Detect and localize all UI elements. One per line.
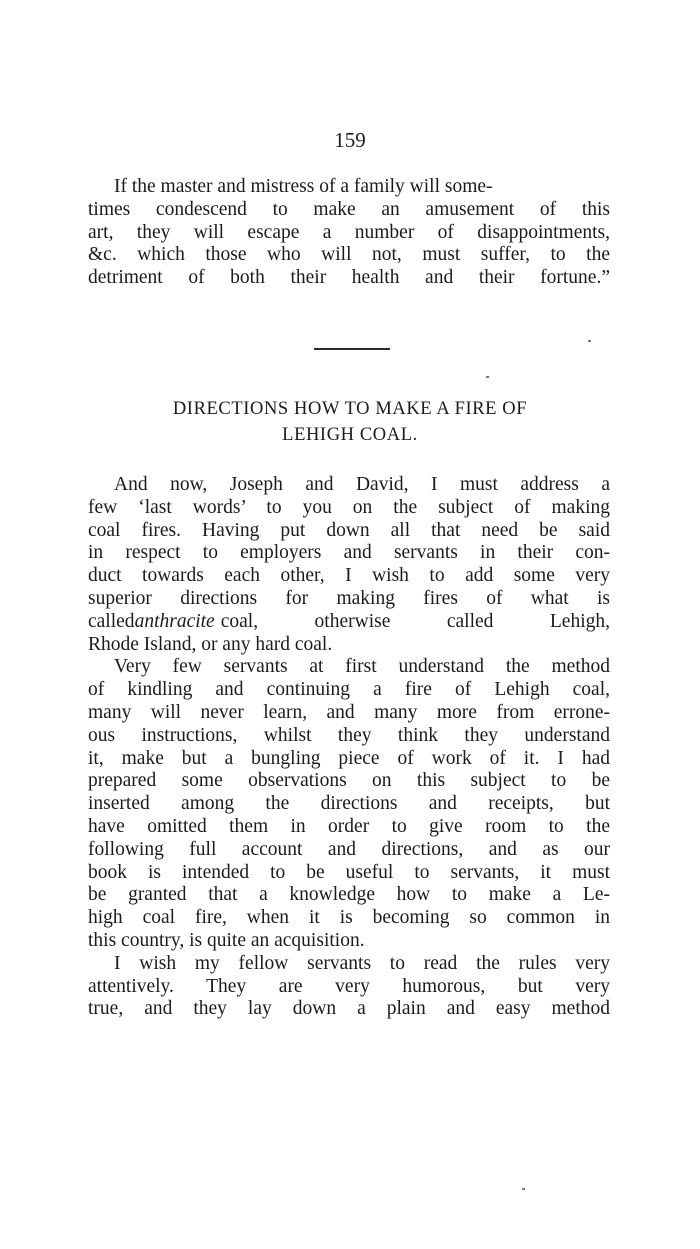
section-heading-line-2: LEHIGH COAL.: [282, 425, 418, 445]
text-line: many will never learn, and many more from errone-: [88, 701, 610, 723]
section-divider-rule: [314, 348, 390, 350]
page-number: 159: [334, 128, 366, 152]
text-line: inserted among the directions and receipts, but: [88, 793, 610, 815]
text-line: true, and they lay down a plain and easy method: [88, 998, 610, 1020]
text-line: high coal fire, when it is becoming so common in: [88, 907, 610, 929]
text-line: of kindling and continuing a fire of Lehigh coal,: [88, 679, 610, 701]
closing-quote-paragraph: [88, 176, 610, 290]
text-line: called anthracite coal, otherwise called Lehigh,: [88, 610, 610, 632]
italic-term: anthracite: [134, 610, 215, 632]
text-line: following full account and directions, and as our: [88, 838, 610, 860]
text-line: Rhode Island, or any hard coal.: [88, 633, 333, 655]
text-line: Very few servants at first understand the method: [114, 656, 610, 678]
text-line: book is intended to be useful to servants, it must: [88, 861, 610, 883]
text-line: in respect to employers and servants in their con-: [88, 542, 610, 564]
text-line: it, make but a bungling piece of work of it. I had: [88, 747, 610, 769]
text-line: ous instructions, whilst they think they understand: [88, 724, 610, 746]
section-heading-line-1: DIRECTIONS HOW TO MAKE A FIRE OF: [172, 399, 528, 419]
text-line: coal fires. Having put down all that need be said: [88, 519, 610, 541]
text-line: &c. which those who will not, must suffer, to the: [88, 244, 610, 266]
text-line: few ‘last words’ to you on the subject of making: [88, 496, 610, 518]
text-line: have omitted them in order to give room to the: [88, 815, 610, 837]
text-line: art, they will escape a number of disappointments,: [88, 221, 610, 243]
text-line: superior directions for making fires of what is: [88, 587, 610, 609]
print-speck: [588, 340, 591, 342]
text-line: If the master and mistress of a family will some-: [114, 176, 493, 197]
print-speck: [486, 376, 489, 378]
text-line: I wish my fellow servants to read the rules very: [114, 952, 610, 974]
text-line: times condescend to make an amusement of this: [88, 198, 610, 220]
body-text: [88, 474, 610, 1021]
text-line: prepared some observations on this subject to be: [88, 770, 610, 792]
text-line: be granted that a knowledge how to make a Le-: [88, 884, 610, 906]
text-line: And now, Joseph and David, I must address a: [114, 474, 610, 495]
text-line: this country, is quite an acquisition.: [88, 929, 365, 951]
print-speck: [522, 1188, 525, 1190]
text-line: attentively. They are very humorous, but very: [88, 975, 610, 997]
text-line: detriment of both their health and their fortune.”: [88, 267, 610, 289]
text-line: duct towards each other, I wish to add some very: [88, 565, 610, 587]
